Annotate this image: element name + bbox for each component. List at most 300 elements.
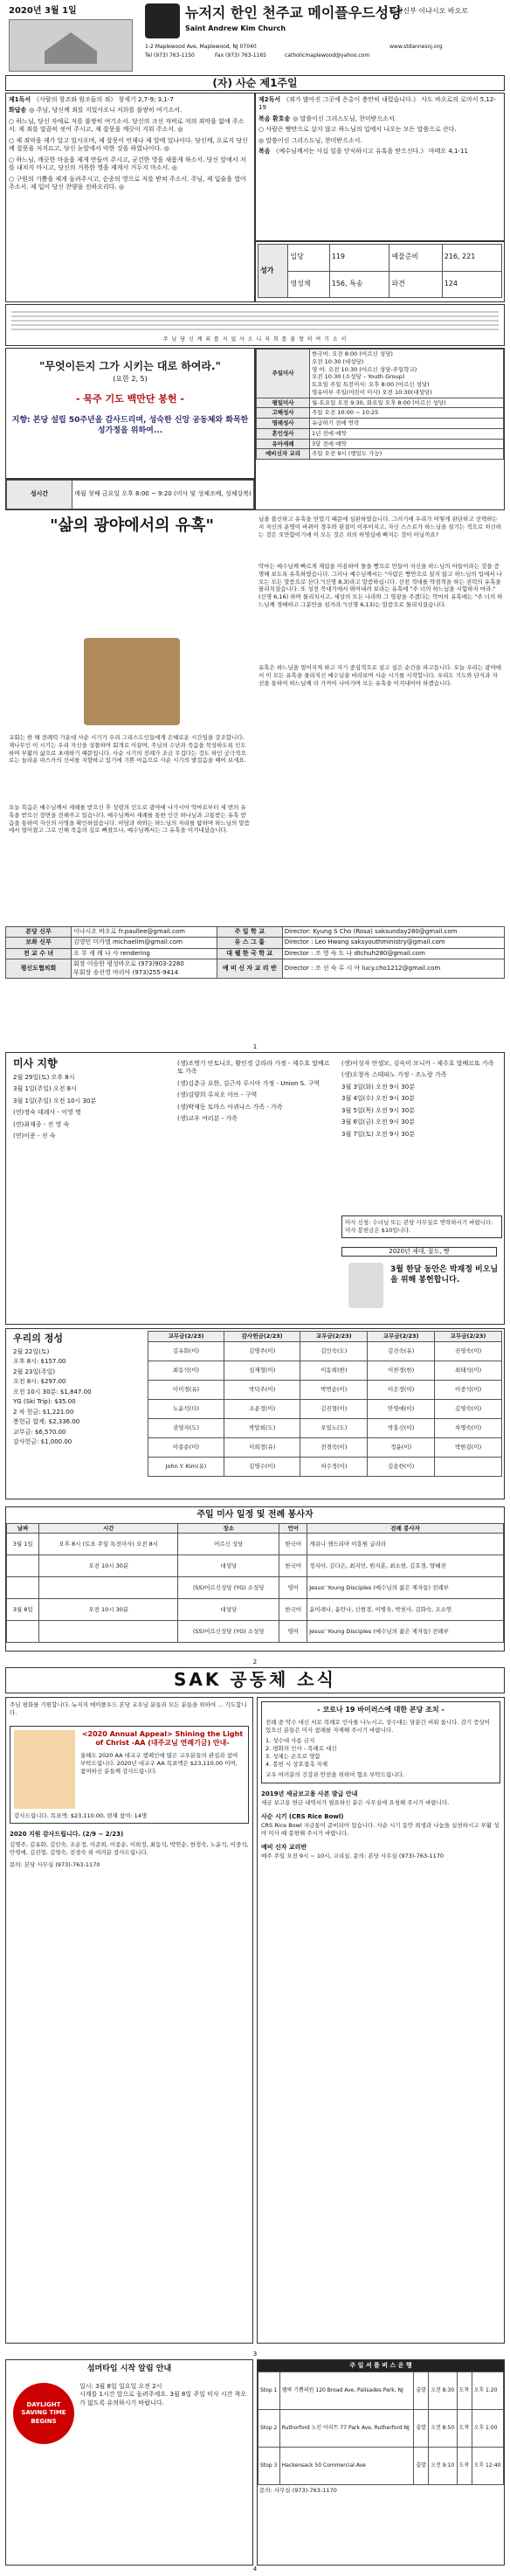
sak-title: SAK 공동체 소식 bbox=[5, 1667, 505, 1693]
intention-item: (생)조명기 안토니오, 황인경 글라라 가정 - 제수호 말배르또 가족 bbox=[177, 1060, 330, 1076]
schedule-cell: 오전 10시 30분 bbox=[39, 1555, 178, 1577]
reading-left-label: 화답송 bbox=[9, 107, 27, 114]
reading-right-text: ○ 사람은 빵만으로 살지 않고 하느님의 입에서 나오는 모든 말씀으로 산다. bbox=[258, 126, 457, 134]
rice-title: 사순 시기 (CRS Rice Bowl) bbox=[261, 1813, 344, 1821]
page-number-4: 4 bbox=[252, 2566, 258, 2573]
staff-cell: Director : 조 선 숙 루 시 아 lucy.cho1212@gmail.com bbox=[282, 959, 504, 979]
staff-table bbox=[5, 926, 505, 979]
staff-cell: 유 스 그 룹 bbox=[217, 938, 282, 948]
mass-value: 주일 오전 10:00 ~ 10:25 bbox=[310, 408, 504, 419]
page-4 bbox=[5, 2359, 505, 2569]
finance-lines bbox=[13, 1348, 144, 1448]
schedule-cell: Jesus' Young Disciples (예수님의 젊은 제자들) 전례부 bbox=[307, 1577, 504, 1599]
bus-cell: Stop 3 bbox=[258, 2448, 280, 2485]
bus-title: 주 일 셔 틀 버 스 운 행 bbox=[258, 2360, 504, 2372]
finance-cell bbox=[435, 1457, 502, 1476]
finance-cell: 김인숙(도) bbox=[300, 1341, 368, 1361]
schedule-cell: (SS)어르신성당 (YG) 소성당 bbox=[178, 1621, 279, 1643]
intention-item: (생)이성자 안셀모, 김숙미 모니카 - 제수호 말배르또 가족 bbox=[341, 1060, 494, 1067]
finance-cell: 최동석(이) bbox=[148, 1361, 224, 1380]
reading-right-text: 《예수님께서는 사십 일을 단식하시고 유혹을 받으신다.》 마태오 4,1-11 bbox=[272, 148, 468, 156]
finance-cell: 오일노(도) bbox=[300, 1418, 368, 1437]
finance-cell: 김용한(이) bbox=[368, 1457, 435, 1476]
mass-value: 월-토요일 오전 9:30, 화요일 오후 8:00 (어르신 성당) bbox=[310, 398, 504, 408]
schedule-cell: 3월 1일 bbox=[7, 1534, 39, 1555]
finance bbox=[5, 1328, 505, 1499]
finance-cell: 안영애(이) bbox=[368, 1399, 435, 1418]
schedule-cell: 한국어 bbox=[279, 1555, 307, 1577]
intention-item: (생)김춘규 요한, 김근자 루시아 가정 - Union S. 구역 bbox=[177, 1079, 320, 1087]
donors-list: 김명주, 김유화, 김인숙, 조운정, 이준희, 이종순, 이희정, 최동석, 박연순, 한정숙, 노윤석, 이중석, 안영애, 김진형, 김영숙, 전경숙 외 여러분 감사드립니다. bbox=[10, 1840, 249, 1856]
finance-header: 교무금(2/23) bbox=[435, 1332, 502, 1342]
covid-box bbox=[261, 1701, 500, 1783]
staff-row bbox=[6, 948, 505, 959]
finance-line: 감사헌금: $1,000.00 bbox=[13, 1437, 72, 1445]
page-number-3: 3 bbox=[252, 2351, 258, 2358]
staff-cell: Director : Leo Hwang saksyouthministry@gmail.com bbox=[282, 938, 504, 948]
church-photo bbox=[9, 19, 133, 72]
finance-cell: 김명주(이) bbox=[224, 1341, 300, 1361]
intention-item: 3월 5일(목) 오전 9시 30분 bbox=[341, 1106, 415, 1114]
sak-left bbox=[5, 1697, 253, 2344]
finance-title: 우리의 정성 bbox=[13, 1333, 63, 1344]
page-2 bbox=[5, 1052, 505, 1506]
reading-left-text: ○ 구원의 기쁨을 제게 돌려주시고, 순종의 영으로 저를 받쳐 주소서. 주님, 제 입술을 열어 주소서. 제 입이 당신 찬양을 전하오리다. ◎ bbox=[9, 175, 246, 190]
mass-row bbox=[257, 350, 504, 398]
staff-cell: 전 교 수 녀 bbox=[6, 948, 72, 959]
mass-value: 유급하기 전에 연락 bbox=[310, 419, 504, 429]
reading-left-item bbox=[9, 156, 252, 173]
finance-cell: 김진형(이) bbox=[300, 1399, 368, 1418]
mass-label: 고해성사 bbox=[257, 408, 310, 419]
schedule-header: 전례 봉사자 bbox=[307, 1523, 504, 1534]
intention-item: 3월 6일(금) 오전 9시 30분 bbox=[341, 1118, 415, 1126]
schedule-cell bbox=[39, 1577, 178, 1599]
website[interactable]: www.stdannesnj.org bbox=[389, 44, 443, 50]
finance-line: 오후 8시: $157.00 bbox=[13, 1358, 66, 1366]
email[interactable]: catholicmaplewood@yahoo.com bbox=[285, 52, 370, 59]
bus-row bbox=[258, 2372, 504, 2410]
finance-header: 교무금(2/23) bbox=[300, 1332, 368, 1342]
staff-cell: 김영민 미카엘 michaelim@gmail.com bbox=[72, 938, 217, 948]
schedule-section bbox=[5, 1506, 505, 1655]
staff-cell: Director : 조 영 숙 도 나 dtchuh280@gmail.com bbox=[282, 948, 504, 959]
finance-row bbox=[148, 1380, 502, 1399]
dst-text: 일시: 3월 8일 일요일 오전 2시 시계를 1시간 앞으로 돌려주세요. 3월 8일 주일 미사 시간 착오가 없도록 유의하시기 바랍니다. bbox=[79, 2383, 247, 2406]
intentions-col1 bbox=[13, 1074, 170, 1145]
staff-row bbox=[6, 959, 505, 979]
finance-row bbox=[148, 1418, 502, 1437]
reading-left-item bbox=[9, 176, 252, 192]
sunday-title: (자) 사순 제1주일 bbox=[5, 75, 505, 91]
finance-cell: 박말희(도) bbox=[224, 1418, 300, 1437]
reading-right-item bbox=[258, 126, 501, 134]
schedule-row bbox=[7, 1555, 504, 1577]
catechism-text: 매주 주일 오전 9시 ~ 10시, 교리실. 문의: 본당 사무실 (973)-763-1170 bbox=[261, 1852, 444, 1859]
dst-box bbox=[5, 2359, 253, 2566]
finance-line: YG (Ski Trip): $35.00 bbox=[13, 1398, 76, 1406]
schedule-cell bbox=[7, 1621, 39, 1643]
donors-title: 2020 지원 감사드립니다. (2/9 ~ 2/23) bbox=[10, 1831, 124, 1839]
chalice-icon bbox=[348, 1263, 383, 1308]
mass-row bbox=[257, 398, 504, 408]
finance-cell: 차명숙(이) bbox=[435, 1418, 502, 1437]
holy-hour-label: 성시간 bbox=[7, 481, 72, 509]
lent-offering-note: 3월 한달 동안은 박재정 비오님을 위해 봉헌합니다. bbox=[390, 1265, 499, 1285]
reading-right-text: ◎ 말씀이신 그리스도님, 찬미받으소서. bbox=[293, 114, 396, 122]
intentions-col3 bbox=[341, 1060, 502, 1142]
church-logo-icon bbox=[145, 3, 180, 38]
intention-item: (연)이준 - 진 숙 bbox=[13, 1132, 56, 1140]
staff-cell: 보좌 신부 bbox=[6, 938, 72, 948]
mass-row bbox=[257, 449, 504, 460]
finance-cell: 조운정(이) bbox=[224, 1399, 300, 1418]
lent-prayer-box bbox=[5, 348, 255, 479]
hymn-entry-value: 119 bbox=[329, 245, 389, 272]
reading-left-text: ○ 하느님, 깨끗한 마음을 제게 만들어 주시고, 굳건한 영을 새롭게 하소서. 당신 앞에서 저를 내치지 마시고, 당신의 거룩한 영을 제게서 거두지 마소서. ◎ bbox=[9, 156, 246, 172]
mass-label: 예비신자 교리 bbox=[257, 449, 310, 460]
reading-left-label: 제1독서 bbox=[9, 96, 31, 103]
lent-prayer-ref: (요한 2, 5) bbox=[113, 375, 148, 384]
finance-cell: 전경숙(이) bbox=[300, 1437, 368, 1457]
schedule-cell: (SS)어르신성당 (YG) 소성당 bbox=[178, 1577, 279, 1599]
intention-item: 3월 1일(주일) 오전 8시 bbox=[13, 1085, 77, 1093]
finance-cell: 허수정(이) bbox=[300, 1457, 368, 1476]
bus-cell: 오전 8:50 bbox=[429, 2410, 458, 2448]
finance-cell: 정윤(이) bbox=[368, 1437, 435, 1457]
schedule-row bbox=[7, 1534, 504, 1555]
readings-left-list bbox=[9, 96, 252, 191]
schedule-row bbox=[7, 1599, 504, 1621]
schedule-cell: 한국어 bbox=[279, 1599, 307, 1621]
finance-cell: 박한길(이) bbox=[435, 1437, 502, 1457]
finance-row bbox=[148, 1457, 502, 1476]
finance-cell: 노윤석(다) bbox=[148, 1399, 224, 1418]
schedule-header: 시간 bbox=[39, 1523, 178, 1534]
mass-value: 3달 전에 예약 bbox=[310, 439, 504, 449]
bus-cell: Stop 1 bbox=[258, 2372, 280, 2410]
covid-list-item: 3. 성체는 손으로 영함 bbox=[265, 1752, 320, 1760]
bus-cell: 오전 8:30 bbox=[429, 2372, 458, 2410]
schedule-row bbox=[7, 1621, 504, 1643]
reading-right-label: 복음 bbox=[258, 148, 271, 156]
finance-cell: 이미경(유) bbox=[148, 1380, 224, 1399]
finance-table bbox=[148, 1331, 502, 1477]
essay-right-3: 유혹은 하느님을 멀어지게 하고 자기 중심적으로 살고 싶은 순간을 파고듭니다. 오늘 우리는 광야에서 이 모든 유혹을 물리치신 예수님을 바라보며 사순 시기를 시작합니다. 우리도 기도와 단식과 자선을 통하여 하느님께 더 가까이 나아가며 모든 유혹을 이겨내어야 하겠습니다. bbox=[258, 664, 502, 687]
essay-left-bottom2: 오늘 복음은 예수님께서 세례를 받으신 후 성령의 인도로 광야에 나가시어 악마로부터 세 번의 유혹을 받으신 장면을 전해주고 있습니다. 예수님께서 세례를 통한 인간 하나님과 고통받는 유혹 받음을 통하여 자신의 사명을 확인하셨습니다. 아담과 하와는 하느님의 자리를 탐하며 하느님의 말씀에서 멀어졌고 그로 인해 죽음의 길로 빠졌으나, 예수님께서는 그 유혹을 이겨내셨습니다. bbox=[9, 804, 250, 834]
intention-item: 3월 3일(화) 오전 9시 30분 bbox=[341, 1083, 415, 1091]
covid-list-item: 1. 성수대 사용 금지 bbox=[265, 1737, 315, 1745]
finance-cell: 김진숙(유) bbox=[368, 1341, 435, 1361]
bus-cell: 도착 bbox=[457, 2410, 472, 2448]
staff-cell: 오 무 세 례 나 사 rendering bbox=[72, 948, 217, 959]
holy-hour bbox=[5, 479, 255, 510]
schedule-cell: 게쉬니 앤드리아 이흥원 글라라 bbox=[307, 1534, 504, 1555]
holy-hour-value: 매월 첫째 금요일 오후 8:00 ~ 9:20 (미사 및 성체조배, 성체강복) bbox=[72, 481, 254, 509]
bus-cell: Stop 2 bbox=[258, 2410, 280, 2448]
intention-item: 3월 4일(수) 오전 9시 30분 bbox=[341, 1095, 415, 1103]
schedule-cell bbox=[7, 1577, 39, 1599]
intention-item: 3월 1일(주일) 오전 10시 30분 bbox=[13, 1097, 97, 1104]
finance-row bbox=[148, 1437, 502, 1457]
reading-left-text: ◎ 주님, 당신께 죄를 지었사오니 저희를 불쌍히 여기소서. bbox=[29, 107, 183, 114]
mass-row bbox=[257, 428, 504, 439]
reading-right-item bbox=[258, 137, 501, 145]
finance-cell: 권영자(도) bbox=[148, 1418, 224, 1437]
page-number-1: 1 bbox=[252, 1043, 258, 1050]
schedule-cell: 대성당 bbox=[178, 1555, 279, 1577]
schedule-header-row bbox=[7, 1523, 504, 1534]
hymn-communion-value: 156, 특송 bbox=[329, 271, 389, 298]
page-3 bbox=[5, 1667, 505, 2349]
music-notation bbox=[6, 307, 504, 336]
tax-text: 세금 보고용 헌금 내역서가 필요하신 분은 사무실에 요청해 주시기 바랍니다. bbox=[261, 1798, 450, 1806]
reading-right-text: 《죄가 많아진 그곳에 은총이 충만히 내렸습니다.》 사도 바오로의 로마서 5,12-19 bbox=[258, 96, 496, 112]
schedule-cell: 오후 8시 (토요 주일 특전미사) 오전 8시 bbox=[39, 1534, 178, 1555]
staff-cell: 이냐시오 바오로 fr.paullee@gmail.com bbox=[72, 927, 217, 938]
page-1 bbox=[5, 0, 505, 638]
readings-right bbox=[255, 93, 505, 241]
sak-right bbox=[257, 1697, 505, 2344]
finance-line: 2월 23일(주일) bbox=[13, 1368, 56, 1375]
staff-cell: 예 비 신 자 교 리 반 bbox=[217, 959, 282, 979]
appeal-logo-icon bbox=[14, 1730, 75, 1809]
reading-left-text: ○ 제 죄악을 제가 알고 있사오며, 제 잘못이 언제나 제 앞에 있나이다. 당신께, 오로지 당신께 잘못을 저지르고, 당신 눈앞에서 악한 짓을 하였나이다. ◎ bbox=[9, 136, 248, 153]
readings-right-list bbox=[258, 96, 501, 156]
staff-cell: 평신도협의회 bbox=[6, 959, 72, 979]
finance-cell: 이종순(이) bbox=[148, 1437, 224, 1457]
essay bbox=[5, 512, 505, 638]
staff-row bbox=[6, 938, 505, 948]
essay-right-top: 님을 불신하고 유혹을 믿었기 때문에 심판하였습니다. 그러기에 우리가 어떻게 판단하고 선택하는지 자신의 운명이 바뀌어 경우와 판결이 이루어지고, 자신 스스로가 하느님을 섬기는 적으로 처신하는 것은 오만함이기에 이 모든 것은 죄의 허영심에 빠지는 것이 아닐까요? bbox=[258, 516, 502, 538]
reading-right-item bbox=[258, 96, 501, 113]
lent-prayer-subtitle: - 묵주 기도 백만단 봉헌 - bbox=[76, 392, 184, 405]
reading-left-item bbox=[9, 137, 252, 154]
intention-item: (생)박재동 토마스 아퀴나스 가족 - 가족 bbox=[177, 1103, 283, 1111]
dst-sign-icon bbox=[13, 2383, 74, 2444]
church-name-en: Saint Andrew Kim Church bbox=[185, 24, 286, 32]
intentions-col2 bbox=[177, 1060, 334, 1127]
essay-title: "삶의 광야에서의 유혹" bbox=[50, 516, 214, 535]
finance-row bbox=[148, 1361, 502, 1380]
schedule-cell: 정지아, 김다은, 최지민, 원지훈, 최소현, 김호경, 양혜진 bbox=[307, 1555, 504, 1577]
schedule-cell: 오전 10시 30분 bbox=[39, 1599, 178, 1621]
dst-sign-text: DAYLIGHT SAVING TIME BEGINS bbox=[21, 2400, 66, 2425]
bus-cell: 출발 bbox=[414, 2448, 429, 2485]
address: 1-2 Maplewood Ave, Maplewood, NJ 07040 bbox=[145, 44, 257, 50]
finance-cell: 박연순(이) bbox=[300, 1380, 368, 1399]
lent-prayer-title: "무엇이든지 그가 시키는 대로 하여라." bbox=[39, 360, 221, 372]
reading-left-text: ○ 하느님, 당신 자애로 저를 불쌍히 여기소서. 당신의 크신 자비로 저의 죄악을 없애 주소서. 제 죄를 말끔히 씻어 주시고, 제 잘못을 깨끗이 지워 주소서. ◎ bbox=[9, 117, 245, 134]
bus-contact: 문의: 사무실 (973)-763-1170 bbox=[259, 2487, 337, 2495]
finance-cell: 박덕주(이) bbox=[224, 1380, 300, 1399]
page-1-essay bbox=[5, 638, 505, 926]
schedule-cell: 대성당 bbox=[178, 1599, 279, 1621]
schedule-cell bbox=[39, 1621, 178, 1643]
finance-cell: 이동희(한) bbox=[300, 1361, 368, 1380]
bus-cell: 도착 bbox=[457, 2372, 472, 2410]
finance-row bbox=[148, 1341, 502, 1361]
finance-header: 감사헌금(2/23) bbox=[224, 1332, 300, 1342]
page-number-2: 2 bbox=[252, 1658, 258, 1665]
readings-left bbox=[5, 93, 255, 302]
schedule-header: 날짜 bbox=[7, 1523, 39, 1534]
finance-row bbox=[148, 1399, 502, 1418]
appeal-text: 올해도 2020 AA 대교구 캠페인에 많은 교우분들의 관심과 참여 부탁드립니다. 2020년 대교구 AA 목표액은 $23,110.00 이며, 참여하신 분들께 감사드립니다. bbox=[80, 1752, 238, 1775]
intention-item: (생)김양희 루치오 아브 - 구역 bbox=[177, 1091, 258, 1099]
mass-row bbox=[257, 439, 504, 449]
patron: 본당신부 이냐시오 바오로 bbox=[389, 7, 469, 15]
finance-line: 교무금: $6,570.00 bbox=[13, 1428, 66, 1436]
bus-cell: 오후 1:00 bbox=[472, 2410, 503, 2448]
bus-cell: 오전 9:10 bbox=[429, 2448, 458, 2485]
finance-cell: 심재형(이) bbox=[224, 1361, 300, 1380]
bus-row bbox=[258, 2448, 504, 2485]
hymn-dismissal-label: 파견 bbox=[389, 271, 442, 298]
dst-title: 섬머타임 시작 알림 안내 bbox=[86, 2365, 172, 2373]
intention-item: (생)교우 여러분 - 가족 bbox=[177, 1115, 238, 1123]
schedule-title: 주일 미사 일정 및 전례 봉사자 bbox=[196, 1510, 314, 1520]
office-contact: 문의: 본당 사무실 (973)-763-1170 bbox=[10, 1861, 100, 1869]
covid-list-item: 4. 봉헌 시 상호접촉 자제 bbox=[265, 1760, 327, 1768]
bus-cell: 출발 bbox=[414, 2372, 429, 2410]
mass-value: 주일 오전 9시 (행일도 가능) bbox=[310, 449, 504, 460]
finance-header: 교무금(2/23) bbox=[368, 1332, 435, 1342]
hymn-dismissal-value: 124 bbox=[442, 271, 501, 298]
finance-line: 봉헌금 합계: $2,336.00 bbox=[13, 1418, 80, 1426]
intention-item: 3월 7일(토) 오전 9시 30분 bbox=[341, 1130, 415, 1138]
finance-cell: 김유화(이) bbox=[148, 1341, 224, 1361]
finance-cell: 진영숙(이) bbox=[435, 1341, 502, 1361]
mass-value: 1년 전에 예약 bbox=[310, 428, 504, 439]
tax-title: 2019년 세금보고용 사본 발급 안내 bbox=[261, 1790, 358, 1798]
schedule-row bbox=[7, 1577, 504, 1599]
covid-list bbox=[265, 1737, 496, 1768]
schedule-cell: 영어 bbox=[279, 1577, 307, 1599]
staff-cell: 대 웰 한 국 학 교 bbox=[217, 948, 282, 959]
bus-box bbox=[257, 2359, 505, 2566]
bus-table bbox=[258, 2372, 504, 2485]
hymn-communion-label: 영성체 bbox=[288, 271, 329, 298]
staff-cell: 본당 신부 bbox=[6, 927, 72, 938]
bus-cell: 도착 bbox=[457, 2448, 472, 2485]
bus-cell: 오후 1:20 bbox=[472, 2372, 503, 2410]
header bbox=[5, 0, 505, 72]
intention-item: (생)오창옥 스테파노 가정 - 조노랑 가족 bbox=[341, 1071, 447, 1079]
schedule-cell: 영어 bbox=[279, 1621, 307, 1643]
mass-times bbox=[255, 348, 505, 510]
finance-cell: 박홍신(이) bbox=[368, 1418, 435, 1437]
schedule bbox=[5, 1506, 505, 1652]
intention-item: (연)최재종 - 진 영 숙 bbox=[13, 1120, 70, 1128]
rice-text: CRS Rice Bowl 저금통이 준비되어 있습니다. 사순 시기 동안 희생과 나눔을 실천하시고 부활 성야 미사 때 봉헌해 주시기 바랍니다. bbox=[261, 1821, 500, 1837]
covid-list-item: 2. 평화의 인사 - 목례로 대신 bbox=[265, 1745, 337, 1753]
bus-cell: 팰팍 기쁨의원 120 Broad Ave, Palisades Park, NJ bbox=[279, 2372, 414, 2410]
reading-right-label: 복음 환호송 bbox=[258, 114, 291, 122]
finance-cell: 최태석(이) bbox=[435, 1361, 502, 1380]
covid-title: - 코로나 19 바이러스에 대한 본당 조치 - bbox=[317, 1706, 445, 1714]
finance-cell: John Y. Kim(유) bbox=[148, 1457, 224, 1476]
finance-line: 오전 8시: $297.00 bbox=[13, 1378, 66, 1386]
finance-cell: 이희정(유) bbox=[224, 1437, 300, 1457]
kneeler-illustration bbox=[84, 638, 180, 725]
mass-intentions-title: 미사 지향 bbox=[13, 1057, 58, 1070]
reading-right-item bbox=[258, 115, 501, 123]
staff-cell: Director: Kyung S Cho (Rosa) saksunday280@gmail.com bbox=[282, 927, 504, 938]
appeal-title: <2020 Annual Appeal> Shining the Light of Christ -AA (대주교님 연례기금) 안내- bbox=[81, 1729, 244, 1748]
church-name-ko: 뉴저지 한인 천주교 메이플우드성당 bbox=[185, 4, 403, 21]
hymn-header: 성가 bbox=[258, 245, 288, 298]
schedule-cell: 3월 8일 bbox=[7, 1599, 39, 1621]
covid-footer: 교우 여러분의 건강과 안전을 위하여 협조 부탁드립니다. bbox=[265, 1771, 404, 1779]
hymn-offering-label: 예물준비 bbox=[389, 245, 442, 272]
condolence-text: 주님 평화를 기원합니다. 뉴저지 메이플우드 본당 교우님 분들과 모든 분들을 위하여 ... 기도합니다. bbox=[10, 1701, 247, 1716]
schedule-cell bbox=[7, 1555, 39, 1577]
bus-row bbox=[258, 2410, 504, 2448]
reading-left-item bbox=[9, 118, 252, 135]
staff-cell: 주 일 학 교 bbox=[217, 927, 282, 938]
mass-label: 주일미사 bbox=[257, 350, 310, 398]
bus-cell: Hackensack 50 Commercial Ave bbox=[279, 2448, 414, 2485]
bus-cell: 오후 12:40 bbox=[472, 2448, 503, 2485]
catechism-title: 예비 신자 교리반 bbox=[261, 1844, 307, 1852]
reading-left-item bbox=[9, 96, 252, 104]
mass-times-table bbox=[256, 349, 504, 460]
church-icon bbox=[45, 32, 97, 64]
mass-row bbox=[257, 419, 504, 429]
schedule-cell: 한국어 bbox=[279, 1534, 307, 1555]
schedule-table bbox=[6, 1523, 504, 1644]
hymn-table bbox=[258, 244, 502, 298]
schedule-cell: 어르신 성당 bbox=[178, 1534, 279, 1555]
intention-item: (연)정숙 데레사 - 이영 명 bbox=[13, 1109, 81, 1117]
finance-header-row bbox=[148, 1332, 502, 1342]
mass-label: 유아세례 bbox=[257, 439, 310, 449]
covid-text: 전례 중 악수 대신 서로 목례로 인사를 나누시고, 성수대는 당분간 비워 둡니다. 감기 증상이 있으신 분들은 미사 참례를 자제해 주시기 바랍니다. bbox=[265, 1718, 491, 1734]
music-staff bbox=[5, 304, 505, 346]
reading-left-item bbox=[9, 107, 252, 114]
reading-right-label: 제2독서 bbox=[258, 96, 281, 103]
fax: Fax (973) 763-1165 bbox=[215, 52, 266, 59]
offering-hymns bbox=[255, 241, 505, 302]
bus-cell: 출발 bbox=[414, 2410, 429, 2448]
reading-right-item bbox=[258, 148, 501, 156]
reading-left-text: 《사람의 창조와 원조들의 죄》 창세기 2,7-9; 3,1-7 bbox=[33, 96, 174, 103]
staff-row bbox=[6, 927, 505, 938]
mass-value: 한국어: 오전 8:00 (어르신 성당) 오전 10:30 (대성당) 영 어: 오전 10:30 (어르신 성당-주일학교) 오전 10:30 (소성당 – Youth Group) 토요일 주일 특전미사: 오후 8:00 (어르신 성당) 영유아부 주일(어린이 미사) 오전 10:30(대성당) bbox=[310, 350, 504, 398]
finance-line: 오전 10시 30분: $1,847.00 bbox=[13, 1388, 92, 1395]
appeal-box bbox=[10, 1726, 249, 1825]
finance-cell: 이은정(이) bbox=[368, 1380, 435, 1399]
mass-intentions bbox=[5, 1052, 505, 1325]
phone: Tel (973) 763-1150 bbox=[145, 52, 195, 59]
finance-line: 2월 22일(토) bbox=[13, 1348, 50, 1355]
staff-cell: 회장 이승한 평성바오로 (973)903-2280 부회장 송선영 마리아 (973)255-9414 bbox=[72, 959, 217, 979]
essay-right-2: 악마는 예수님께 빠르게 재림을 이용하여 돌을 빵으로 만들어 자신을 하느님의 아들이라는 것을 증명해 보도록 유혹하였습니다. 그러나 예수님께서는 "사람은 빵만으로 살지 않고 하느님의 입에서 나오는 모든 말씀으로 산다."(신명 8,3)라고 말씀하십니다. 선전 적대를 약점적을 하는 권력의 유혹을 물리치셨습니다. 또 성전 꼭대기에서 뛰어내려 보라는 유혹에 "주 너의 하느님을 시험하지 마라."(신명 6,16) 하며 물리치시고, 세상의 모든 나라와 그 영광을 주겠다는 악마의 유혹에는 "주 너의 하느님께 경배하고 그분만을 섬겨라."(신명 6,13)는 말씀으로 물리치셨습니다. bbox=[258, 563, 503, 608]
lent-prayer-goal: 지향: 본당 설립 50주년을 감사드리며, 성숙한 신앙 공동체와 화목한 성가정을 위하여... bbox=[11, 415, 249, 435]
mass-label: 혼인성사 bbox=[257, 428, 310, 439]
staff-section bbox=[5, 926, 505, 1040]
finance-cell: 이중석(이) bbox=[435, 1380, 502, 1399]
intention-notice: 미사 신청: 수녀님 또는 본당 사무실로 연락하시기 바랍니다. 미사 봉헌금은 $10입니다. bbox=[341, 1215, 502, 1238]
intention-item: 2월 29일(토) 오후 8시 bbox=[13, 1074, 75, 1081]
hymn-entry-label: 입당 bbox=[288, 245, 329, 272]
hymn-offering-value: 216, 221 bbox=[442, 245, 501, 272]
schedule-header: 언어 bbox=[279, 1523, 307, 1534]
schedule-cell: 윤이레나, 윤안나, 신현경, 이병욱, 박천사, 김화숙, 조소연 bbox=[307, 1599, 504, 1621]
finance-line: 2 차 헌금: $1,221.00 bbox=[13, 1408, 74, 1416]
bus-cell: Ruthorford 노인 아파트 77 Park Ave, Rutherford NJ bbox=[279, 2410, 414, 2448]
